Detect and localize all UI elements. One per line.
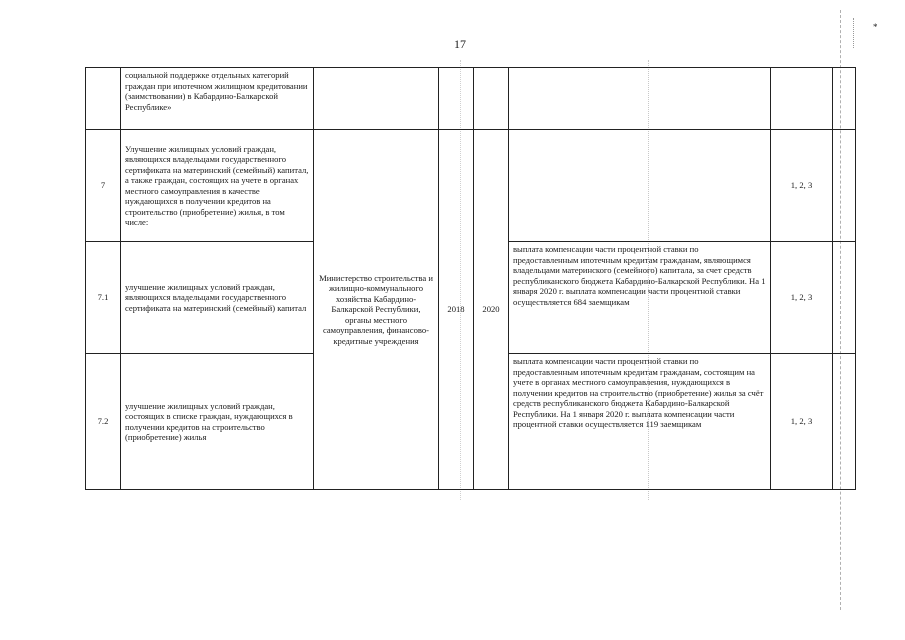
margin-mark: * bbox=[873, 22, 878, 32]
extra-cell bbox=[833, 130, 856, 242]
reference-cell: 1, 2, 3 bbox=[771, 242, 833, 354]
organization-cell: Министерство строительства и жилищно-коммунального хозяйства Кабардино-Балкарской Республики, органы местного самоуправления, финансово-кредитные учреждения bbox=[314, 130, 439, 490]
reference-cell: 1, 2, 3 bbox=[771, 130, 833, 242]
year-start-cell: 2018 bbox=[439, 130, 474, 490]
organization-cell bbox=[314, 68, 439, 130]
row-number-cell bbox=[86, 68, 121, 130]
table-row bbox=[86, 130, 856, 242]
row-number-cell: 7 bbox=[86, 130, 121, 242]
result-cell: выплата компенсации части процентной ставки по предоставленным ипотечным кредитам гражданам, являющимся владельцами материнского (семейного) капитала, за счет средств республиканского бюджета Кабардино-Балкарской Республики. На 1 января 2020 г. выплата компенсации части процентной ставки осуществляется 684 заемщикам bbox=[509, 242, 771, 354]
year-end-cell bbox=[474, 68, 509, 130]
table-row bbox=[86, 68, 856, 130]
extra-cell bbox=[833, 354, 856, 490]
measure-name-cell: улучшение жилищных условий граждан, являющихся владельцами государственного сертификата на материнский (семейный) капитал bbox=[121, 242, 314, 354]
row-number-cell: 7.1 bbox=[86, 242, 121, 354]
result-cell bbox=[509, 68, 771, 130]
result-cell: выплата компенсации части процентной ставки по предоставленным ипотечным кредитам гражданам, состоящим на учете в органах местного самоуправления, нуждающихся в получении кредитов на строительство (приобретение) жилья за счёт средств республиканского бюджета Кабардино-Балкарской Республики. На 1 января 2020 г. выплата компенсации части процентной ставки осуществляется 119 заемщикам bbox=[509, 354, 771, 490]
year-end-cell: 2020 bbox=[474, 130, 509, 490]
measure-name-cell: Улучшение жилищных условий граждан, являющихся владельцами государственного сертификата на материнский (семейный) капитал, а также граждан, состоящих на учете в органах местного самоуправления в качестве нуждающихся в получении кредитов на строительство (приобретение) жилья, в том числе: bbox=[121, 130, 314, 242]
measure-name-cell: социальной поддержке отдельных категорий граждан при ипотечном жилищном кредитовании (заимствовании) в Кабардино-Балкарской Республике» bbox=[121, 68, 314, 130]
scan-artifact bbox=[853, 18, 854, 48]
extra-cell bbox=[833, 68, 856, 130]
extra-cell bbox=[833, 242, 856, 354]
reference-cell bbox=[771, 68, 833, 130]
reference-cell: 1, 2, 3 bbox=[771, 354, 833, 490]
measure-name-cell: улучшение жилищных условий граждан, состоящих в списке граждан, нуждающихся в получении кредитов на строительство (приобретение) жилья bbox=[121, 354, 314, 490]
row-number-cell: 7.2 bbox=[86, 354, 121, 490]
page-number: 17 bbox=[454, 37, 466, 51]
program-table bbox=[85, 67, 856, 490]
result-cell bbox=[509, 130, 771, 242]
year-start-cell bbox=[439, 68, 474, 130]
